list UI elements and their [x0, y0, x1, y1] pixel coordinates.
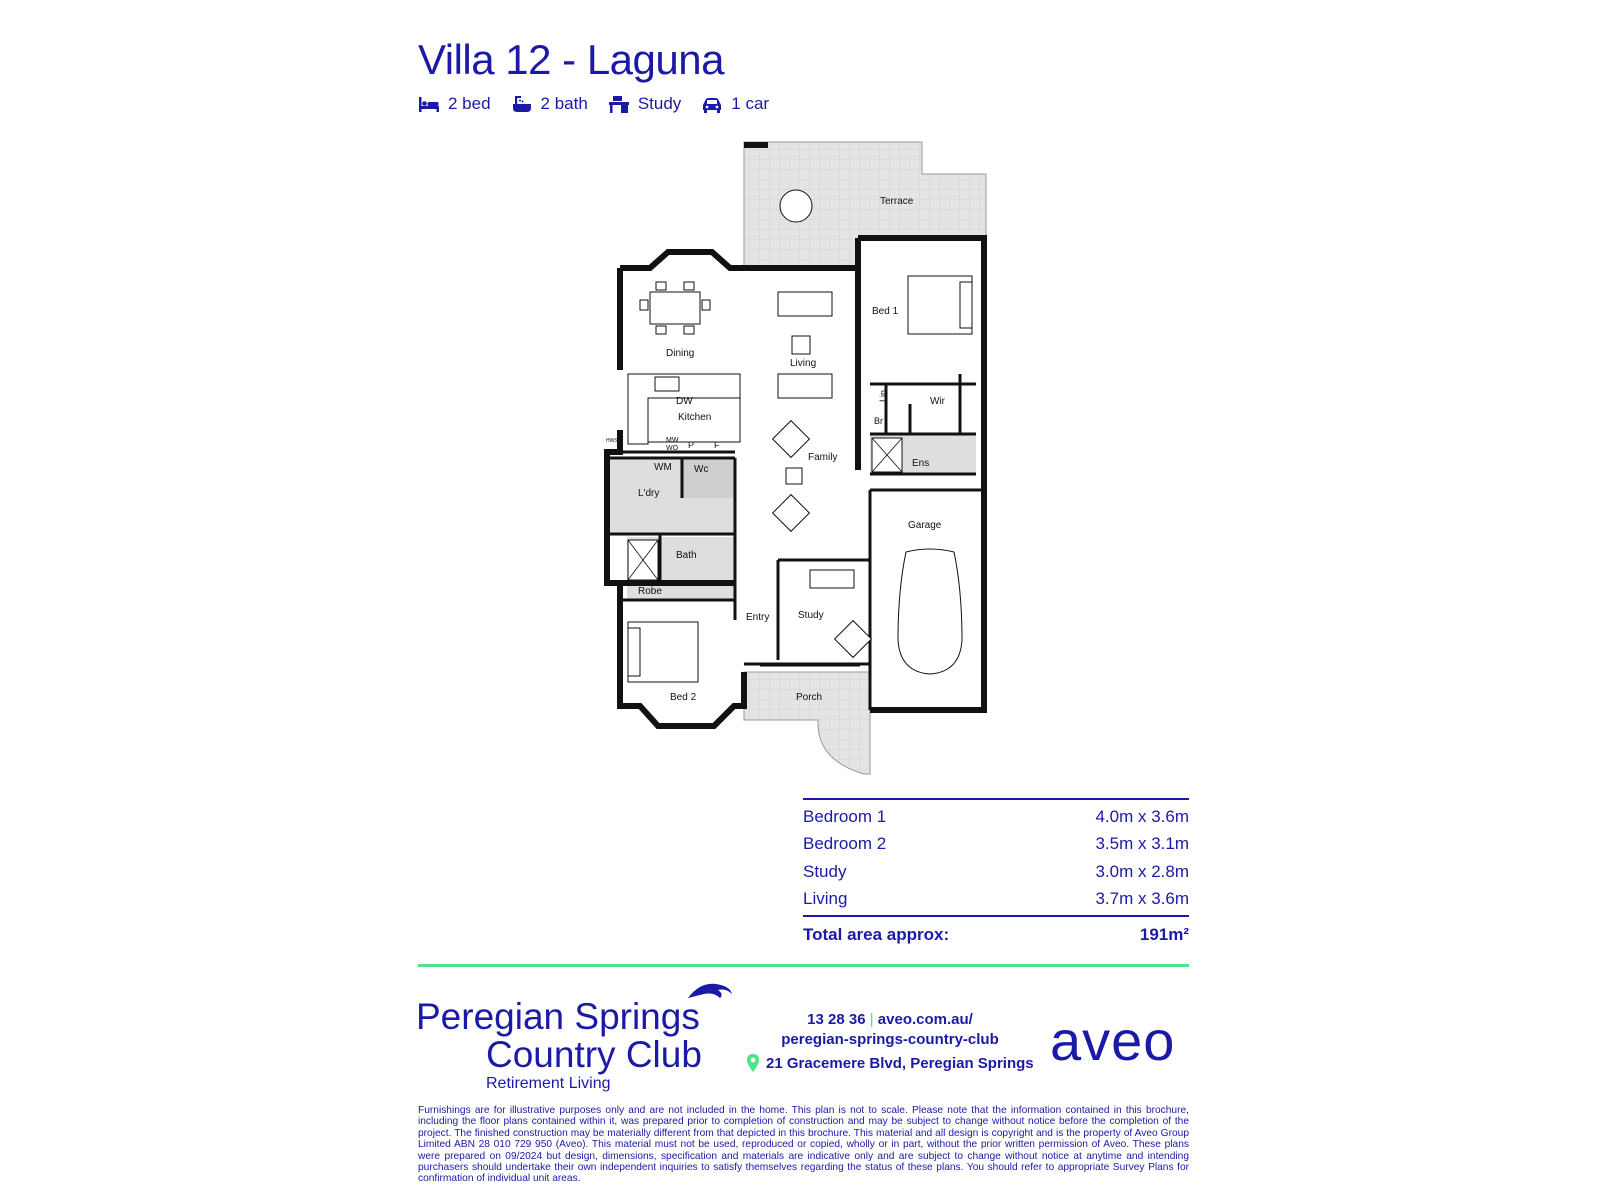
label-entry: Entry	[746, 612, 770, 623]
bath-icon	[511, 94, 533, 114]
dimension-room: Bedroom 2	[803, 834, 887, 853]
label-garage: Garage	[908, 520, 942, 531]
total-area	[803, 925, 1189, 945]
dimension-room: Living	[803, 889, 848, 908]
feature-bed-label: 2 bed	[448, 94, 491, 113]
desk-icon	[608, 94, 630, 114]
label-study: Study	[798, 610, 824, 621]
brand-name-line2: Country Club	[486, 1034, 702, 1075]
feature-bath	[511, 94, 588, 114]
dimension-room: Study	[803, 862, 847, 881]
porch-area	[744, 672, 870, 774]
dimension-row	[803, 862, 1189, 888]
dimension-row	[803, 834, 1189, 860]
dimension-room: Bedroom 1	[803, 807, 887, 826]
dimension-size: 3.5m x 3.1m	[1095, 834, 1189, 853]
contact-phone[interactable]: 13 28 36	[807, 1011, 866, 1028]
label-kitchen: Kitchen	[678, 412, 712, 423]
label-ensuite: Ens	[912, 458, 930, 469]
dimensions-top-rule	[803, 798, 1189, 800]
contact-website-2[interactable]: peregian-springs-country-club	[781, 1031, 999, 1048]
feature-bed	[418, 94, 491, 114]
label-dw: DW	[676, 396, 693, 407]
label-br: Br	[874, 416, 883, 426]
label-wir: Wir	[930, 396, 945, 407]
label-dining: Dining	[666, 348, 695, 359]
label-porch: Porch	[796, 692, 823, 703]
contact-block	[760, 1011, 1020, 1051]
label-wm: WM	[654, 462, 672, 473]
address-text: 21 Gracemere Blvd, Peregian Springs	[766, 1054, 1034, 1072]
feature-car-label: 1 car	[731, 94, 770, 113]
label-pantry: P	[688, 440, 695, 450]
label-lin: Lin	[878, 389, 888, 402]
disclaimer: Furnishings are for illustrative purposes only and are not included in the home. This plan is not to scale. Please note that the information contained in this brochure, including the floor plans contained within it, was prepared prior to completion of construction and may be subject to change without notice before the completion of the project. The finished construction may be materially different from that depicted in this brochure. This material and all design is copyright and is the property of Aveo Group Limited ABN 28 010 729 950 (Aveo). This material must not be used, reproduced or copied, wholly or in part, without the prior written permission of Aveo. These plans were prepared on 09/2024 but design, dimensions, specification and materials are indicative only and are subject to change without notice at anytime and intending purchasers should undertake their own independent inquiries to satisfy themselves regarding the status of these plans. You should refer to appropriate Survey Plans for confirmation of individual unit areas.	[418, 1105, 1189, 1185]
label-robe: Robe	[638, 586, 662, 597]
aveo-logo: aveo	[1050, 1009, 1176, 1072]
total-area-value: 191m²	[1139, 925, 1189, 944]
address	[746, 1053, 1034, 1073]
label-bed2: Bed 2	[670, 692, 697, 703]
label-laundry: L'dry	[638, 488, 660, 499]
label-wo: WO	[666, 445, 679, 452]
feature-car	[701, 94, 769, 114]
dimensions-total-rule	[803, 915, 1189, 917]
dimension-size: 3.7m x 3.6m	[1095, 889, 1189, 908]
label-bed1: Bed 1	[872, 306, 899, 317]
label-mw: MW	[666, 437, 679, 444]
contact-separator: |	[869, 1011, 874, 1028]
brand-name-line1: Peregian Springs	[416, 996, 700, 1037]
label-bath: Bath	[676, 550, 697, 561]
label-living: Living	[790, 358, 817, 369]
dimension-row	[803, 889, 1189, 915]
feature-list	[418, 92, 789, 116]
wc-floor	[682, 458, 735, 498]
page-title: Villa 12 - Laguna	[418, 36, 724, 83]
divider	[418, 964, 1189, 967]
car-icon	[701, 94, 723, 114]
contact-website-1[interactable]: aveo.com.au/	[877, 1011, 973, 1028]
feature-bath-label: 2 bath	[540, 94, 588, 113]
label-wc: Wc	[694, 464, 709, 475]
label-family: Family	[808, 452, 838, 463]
dimension-size: 4.0m x 3.6m	[1095, 807, 1189, 826]
dimension-size: 3.0m x 2.8m	[1095, 862, 1189, 881]
label-hws: HWS	[606, 438, 618, 444]
bed-icon	[418, 94, 440, 114]
floor-plan	[560, 138, 1000, 778]
total-area-label: Total area approx:	[803, 925, 950, 944]
label-terrace: Terrace	[880, 196, 914, 207]
brand-tagline: Retirement Living	[486, 1075, 611, 1092]
feature-study-label: Study	[637, 94, 682, 113]
feature-study	[608, 94, 681, 114]
location-pin-icon	[746, 1053, 760, 1073]
label-fridge: F	[714, 440, 720, 450]
dimension-row	[803, 807, 1189, 833]
